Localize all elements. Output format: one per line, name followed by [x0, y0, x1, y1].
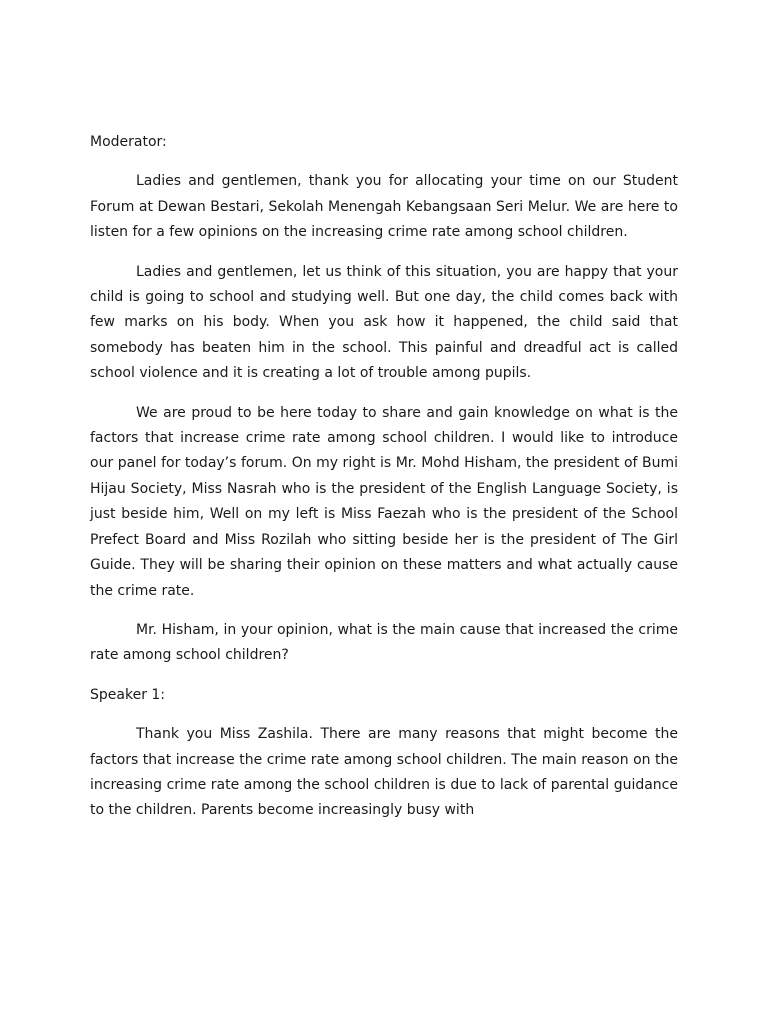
moderator-paragraph-2: Ladies and gentlemen, let us think of this situation, you are happy that your child is going to school and studying well. But one day, the child comes back with few marks on his body. When you ask how it happened, the child said that somebody has beaten him in the school. This painful and dreadful act is called school violence and it is creating a lot of trouble among pupils. [90, 263, 678, 382]
moderator-paragraph-3: We are proud to be here today to share and gain knowledge on what is the factors that increase crime rate among school children. I would like to introduce our panel for today’s forum. On my right is Mr. Mohd Hisham, the president of Bumi Hijau Society, Miss Nasrah who is the president of the English Language Society, is just beside him, Well on my left is Miss Faezah who is the president of the School Prefect Board and Miss Rozilah who sitting beside her is the president of The Girl Guide. They will be sharing their opinion on these matters and what actually cause the crime rate. [90, 404, 678, 599]
document-body [90, 130, 678, 838]
speaker1-label: Speaker 1: [90, 686, 166, 703]
moderator-label: Moderator: [90, 134, 167, 150]
moderator-paragraph-1: Ladies and gentlemen, thank you for allocating your time on our Student Forum at Dewan Bestari, Sekolah Menengah Kebangsaan Seri Melur. We are here to listen for a few opinions on the increasing crime rate among school children. [90, 173, 678, 241]
speaker1-paragraph-1: Thank you Miss Zashila. There are many reasons that might become the factors that increase the crime rate among school children. The main reason on the increasing crime rate among the school children is due to lack of parental guidance to the children. Parents become increasingly busy with [90, 726, 678, 819]
moderator-paragraph-4: Mr. Hisham, in your opinion, what is the main cause that increased the crime rate among school children? [90, 621, 678, 664]
